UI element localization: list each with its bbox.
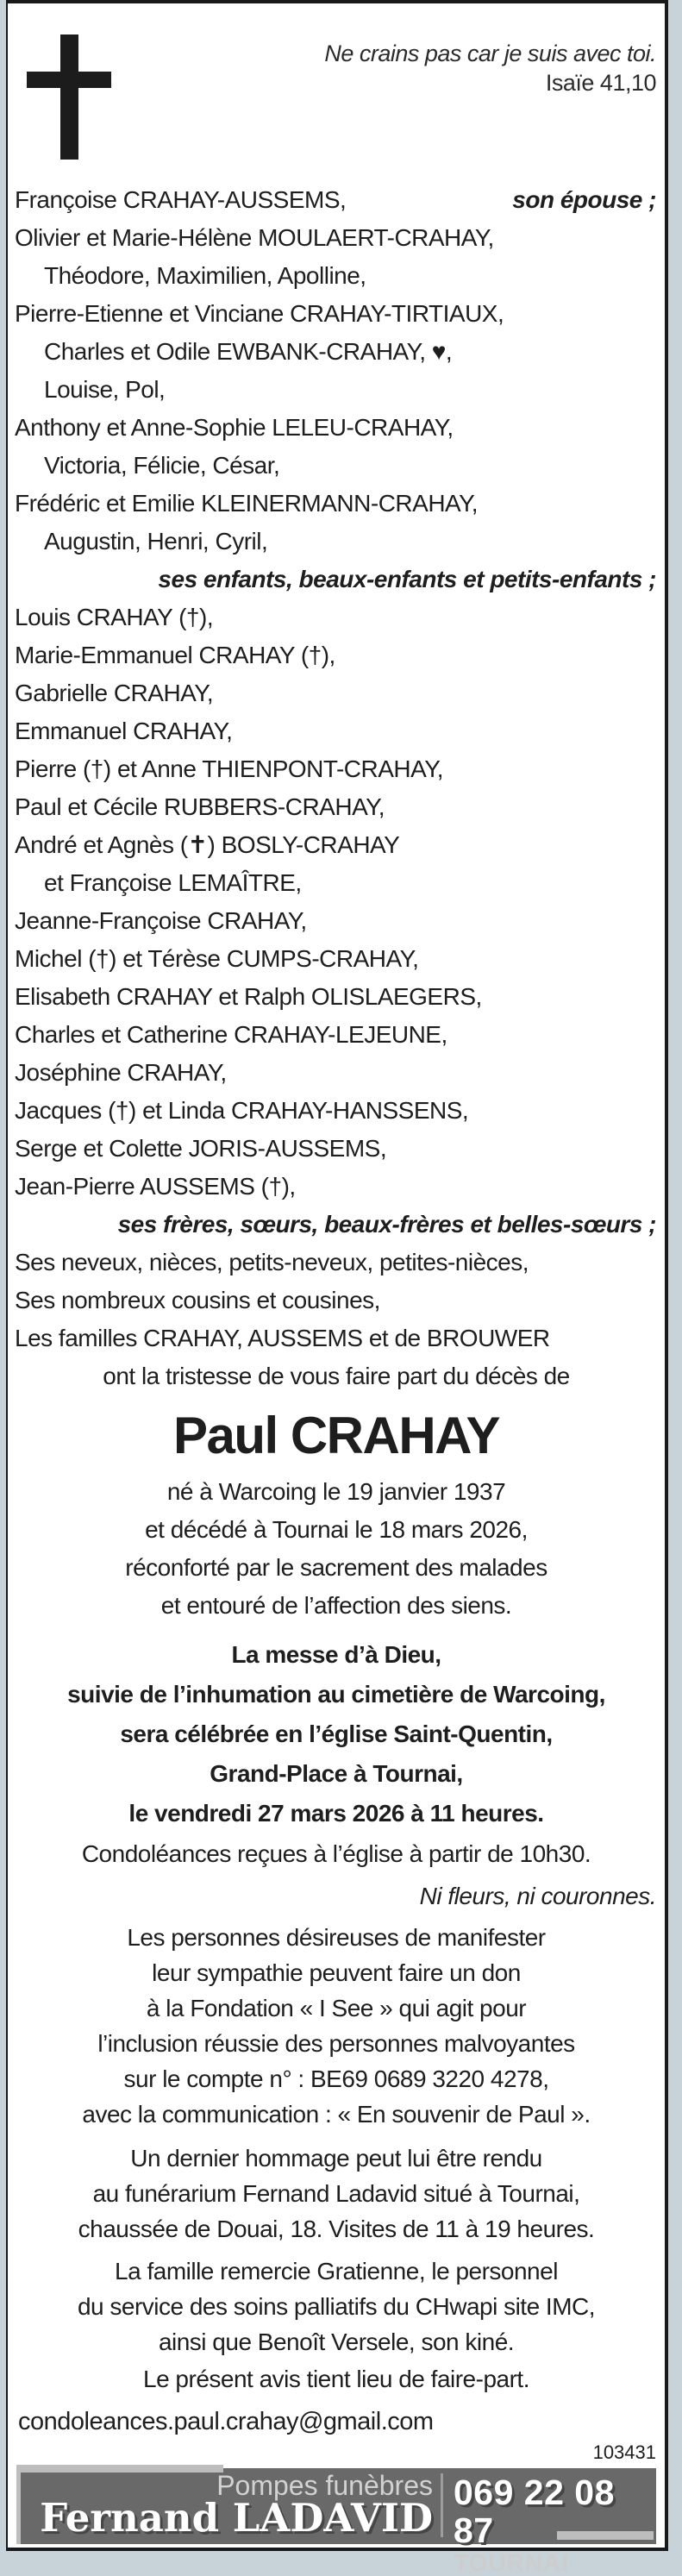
family-line	[15, 750, 658, 788]
family-line	[15, 826, 658, 864]
family-line-text: Marie-Emmanuel CRAHAY (†),	[15, 642, 335, 668]
family-line-text: ses frères, sœurs, beaux-frères et belles-sœurs ;	[117, 1211, 656, 1238]
family-line-text: Augustin, Henri, Cyril,	[44, 528, 268, 555]
family-line-text: Victoria, Félicie, César,	[44, 452, 280, 479]
family-line	[15, 636, 658, 674]
scripture-reference: Isaïe 41,10	[545, 70, 656, 96]
ceremony-line: le vendredi 27 mars 2026 à 11 heures.	[128, 1800, 544, 1827]
family-line	[15, 674, 658, 712]
family-line	[15, 978, 658, 1016]
life-details	[15, 1473, 658, 1625]
life-detail-line: né à Warcoing le 19 janvier 1937	[166, 1478, 506, 1505]
family-line-text: Théodore, Maximilien, Apolline,	[44, 262, 366, 289]
family-line	[15, 599, 658, 636]
tribute-line: au funérarium Fernand Ladavid situé à Tournai,	[92, 2180, 580, 2207]
family-line-text: Anthony et Anne-Sophie LELEU-CRAHAY,	[15, 414, 454, 441]
family-line-text: Joséphine CRAHAY,	[15, 1059, 227, 1086]
family-line-text: Charles et Odile EWBANK-CRAHAY, ♥,	[44, 338, 453, 365]
family-line-text: et Françoise LEMAÎTRE,	[44, 869, 302, 896]
family-line-text: Serge et Colette JORIS-AUSSEMS,	[15, 1135, 387, 1162]
tribute-line: Un dernier hommage peut lui être rendu	[130, 2145, 542, 2172]
notice-header	[15, 3, 658, 164]
thanks-line: ainsi que Benoît Versele, son kiné.	[158, 2328, 515, 2355]
family-line-text: Françoise CRAHAY-AUSSEMS,	[15, 186, 347, 213]
family-line-text: Frédéric et Emilie KLEINERMANN-CRAHAY,	[15, 490, 478, 517]
condolence-email: condoleances.paul.crahay@gmail.com	[18, 2408, 434, 2435]
death-notice	[6, 0, 668, 2576]
no-flowers-line: Ni fleurs, ni couronnes.	[419, 1883, 656, 1909]
funeral-home-banner	[16, 2468, 656, 2576]
family-line	[15, 712, 658, 750]
ceremony-line: Grand-Place à Tournai,	[210, 1760, 463, 1787]
donation-line: l’inclusion réussie des personnes malvoyantes	[97, 2030, 575, 2057]
family-line-text: ont la tristesse de vous faire part du décès de	[103, 1363, 570, 1389]
thanks-details	[15, 2253, 658, 2360]
funeral-home-city: TOURNAI	[454, 2549, 570, 2576]
family-line-text: Pierre (†) et Anne THIENPONT-CRAHAY,	[15, 755, 444, 782]
funeral-home-phone: 069 22 08 87	[454, 2473, 615, 2550]
banner-divider	[441, 2473, 443, 2537]
family-line-text: Paul et Cécile RUBBERS-CRAHAY,	[15, 793, 385, 820]
notice-line: Le présent avis tient lieu de faire-part.	[143, 2366, 529, 2392]
family-line-text: Ses neveux, nièces, petits-neveux, petites-nièces,	[15, 1249, 529, 1275]
family-line-text: Emmanuel CRAHAY,	[15, 718, 233, 744]
family-line	[15, 371, 658, 409]
donation-line: sur le compte n° : BE69 0689 3220 4278,	[123, 2065, 549, 2092]
donation-line: Les personnes désireuses de manifester	[127, 1924, 546, 1951]
family-line	[15, 561, 658, 599]
family-line-text: Elisabeth CRAHAY et Ralph OLISLAEGERS,	[15, 983, 482, 1010]
family-line-text: Les familles CRAHAY, AUSSEMS et de BROUWER	[15, 1325, 550, 1351]
family-line	[15, 1130, 658, 1168]
donation-details	[15, 1920, 658, 2132]
family-line-text: Olivier et Marie-Hélène MOULAERT-CRAHAY,	[15, 224, 494, 251]
deceased-name: Paul CRAHAY	[172, 1407, 500, 1464]
family-line	[15, 295, 658, 333]
family-line-text: Jacques (†) et Linda CRAHAY-HANSSENS,	[15, 1097, 469, 1124]
reference-number: 103431	[592, 2441, 656, 2463]
family-line	[15, 1168, 658, 1206]
family-line-text: ses enfants, beaux-enfants et petits-enfants ;	[158, 566, 656, 592]
family-line-text: Louis CRAHAY (†),	[15, 604, 214, 630]
latin-cross-icon	[27, 34, 111, 160]
family-line	[15, 1092, 658, 1130]
relation-label: son épouse ;	[512, 186, 656, 213]
family-line	[15, 940, 658, 978]
family-line	[15, 1319, 658, 1357]
ceremony-line: sera célébrée en l’église Saint-Quentin,	[120, 1720, 553, 1747]
funeral-home-contact	[454, 2473, 656, 2576]
family-line	[15, 257, 658, 295]
family-line-text: Gabrielle CRAHAY,	[15, 680, 214, 706]
donation-line: leur sympathie peuvent faire un don	[152, 1959, 521, 1986]
family-line	[15, 1206, 658, 1244]
ceremony-line: La messe d’à Dieu,	[231, 1641, 441, 1668]
family-line-text: Charles et Catherine CRAHAY-LEJEUNE,	[15, 1021, 447, 1048]
family-line	[15, 485, 658, 523]
scripture-quote-text: Ne crains pas car je suis avec toi.	[324, 41, 656, 66]
family-line	[15, 1016, 658, 1054]
life-detail-line: et décédé à Tournai le 18 mars 2026,	[145, 1516, 528, 1543]
family-line	[15, 1282, 658, 1319]
family-line-text: André et Agnès (✝) BOSLY-CRAHAY	[15, 831, 400, 858]
family-line	[15, 333, 658, 371]
family-line	[15, 1357, 658, 1395]
scripture-quote	[324, 34, 658, 97]
family-line	[15, 864, 658, 902]
ceremony-line: suivie de l’inhumation au cimetière de Warcoing,	[67, 1681, 605, 1708]
family-line	[15, 902, 658, 940]
family-line-text: Michel (†) et Térèse CUMPS-CRAHAY,	[15, 945, 419, 972]
family-line	[15, 447, 658, 485]
life-detail-line: réconforté par le sacrement des malades	[125, 1554, 547, 1581]
tribute-line: chaussée de Douai, 18. Visites de 11 à 19 heures.	[78, 2216, 595, 2242]
family-line	[15, 219, 658, 257]
condolences-line: Condoléances reçues à l’église à partir de 10h30.	[81, 1840, 591, 1867]
life-detail-line: et entouré de l’affection des siens.	[160, 1592, 512, 1619]
thanks-line: La famille remercie Gratienne, le personnel	[115, 2258, 558, 2285]
family-lines	[15, 181, 658, 1395]
family-line	[15, 788, 658, 826]
family-line-text: Jean-Pierre AUSSEMS (†),	[15, 1173, 296, 1200]
donation-line: à la Fondation « I See » qui agit pour	[146, 1995, 527, 2021]
family-line	[15, 181, 658, 219]
family-line	[15, 409, 658, 447]
funeral-home-name: Fernand LADAVID	[40, 2495, 433, 2541]
family-line-text: Pierre-Etienne et Vinciane CRAHAY-TIRTIAUX,	[15, 300, 504, 327]
funeral-home-tagline: Pompes funèbres	[216, 2470, 433, 2501]
donation-line: avec la communication : « En souvenir de Paul ».	[82, 2101, 591, 2128]
family-line	[15, 1244, 658, 1282]
family-line-text: Louise, Pol,	[44, 376, 166, 403]
family-line	[15, 1054, 658, 1092]
tribute-details	[15, 2140, 658, 2247]
funeral-home-identity	[21, 2468, 433, 2544]
thanks-line: du service des soins palliatifs du CHwapi site IMC,	[77, 2293, 596, 2320]
family-line-text: Jeanne-Françoise CRAHAY,	[15, 907, 307, 934]
ceremony-details	[15, 1635, 658, 1833]
family-line	[15, 523, 658, 561]
family-line-text: Ses nombreux cousins et cousines,	[15, 1287, 380, 1313]
